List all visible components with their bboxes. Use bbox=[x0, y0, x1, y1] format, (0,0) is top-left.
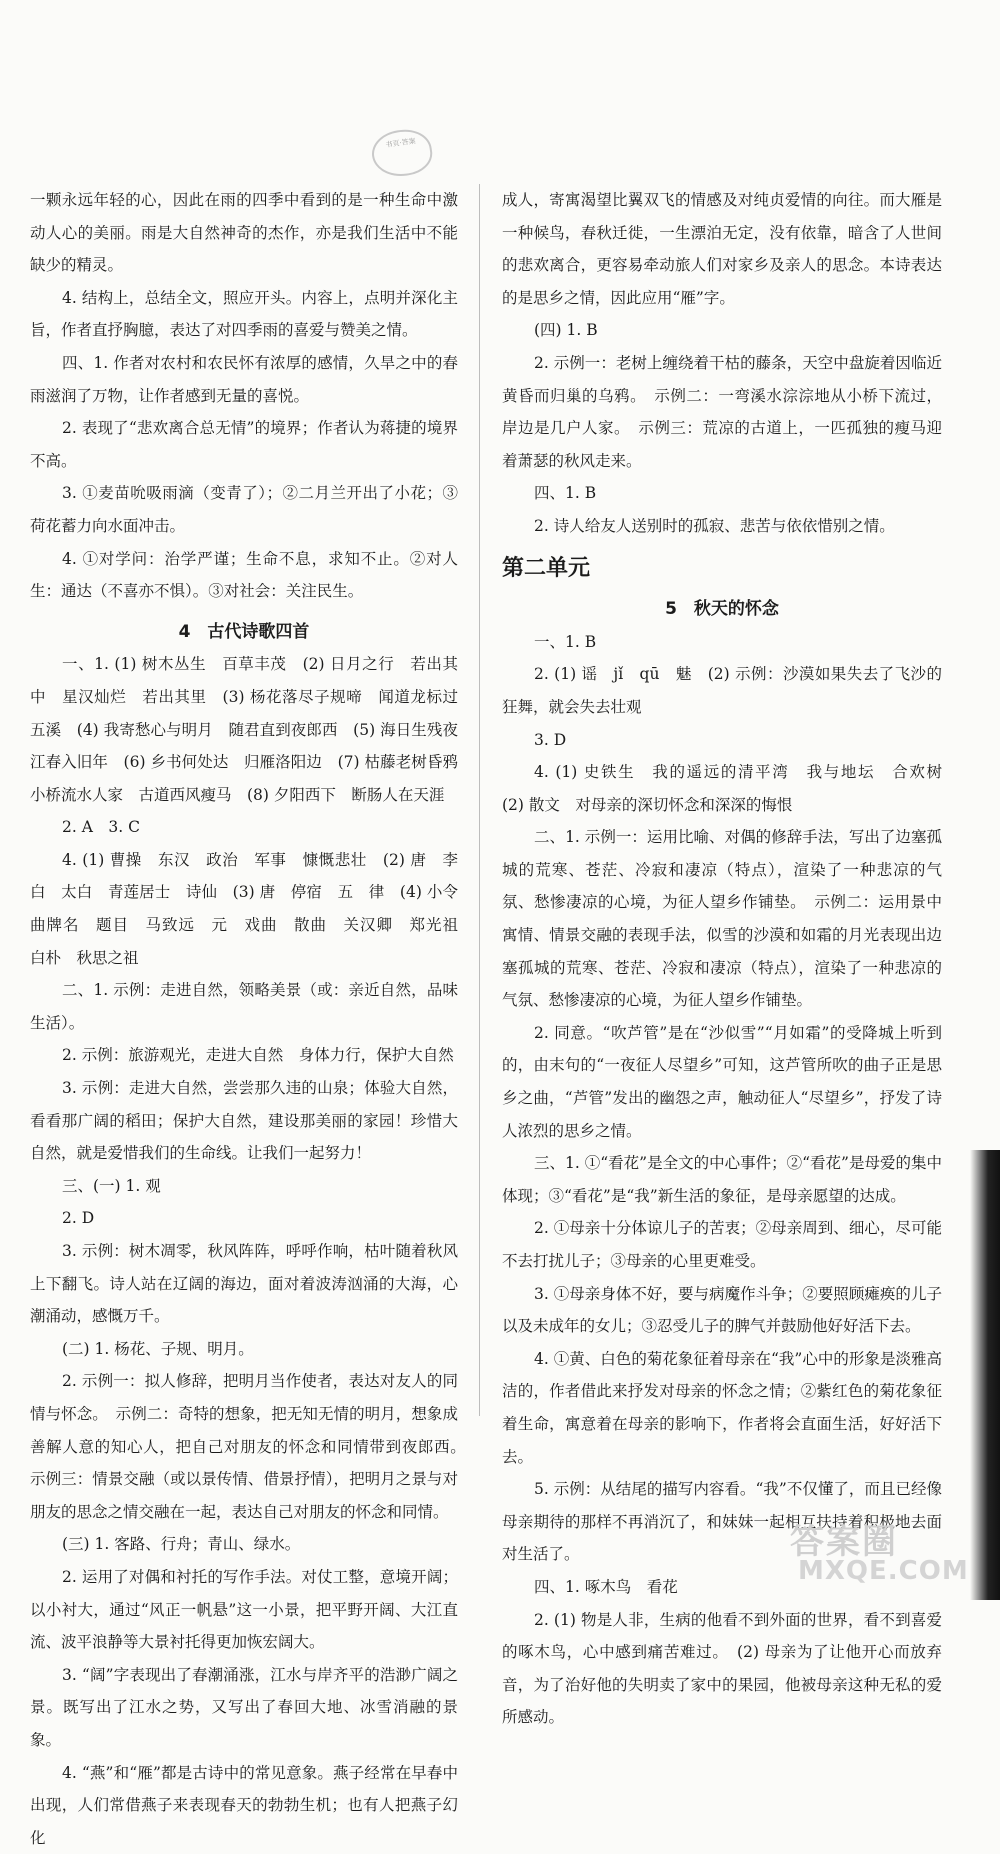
paragraph: 3. 示例：走进大自然，尝尝那久违的山泉；体验大自然，看看那广阔的稻田；保护大自然，建设那美丽的家园！珍惜大自然，就是爱惜我们的生命线。让我们一起努力！ bbox=[30, 1072, 458, 1170]
paragraph: 3. D bbox=[502, 724, 942, 757]
paragraph: 3. ①麦苗吮吸雨滴（变青了）；②二月兰开出了小花；③荷花蓄力向水面冲击。 bbox=[30, 477, 458, 542]
paragraph: 2. 运用了对偶和衬托的写作手法。对仗工整，意境开阔；以小衬大，通过“风正一帆悬”这一小景，把平野开阔、大江直流、波平浪静等大景衬托得更加恢宏阔大。 bbox=[30, 1561, 458, 1659]
paragraph: 2. 诗人给友人送别时的孤寂、悲苦与依依惜别之情。 bbox=[502, 510, 942, 543]
left-column bbox=[30, 184, 458, 1854]
paragraph: (二) 1. 杨花、子规、明月。 bbox=[30, 1333, 458, 1366]
paragraph: 一颗永远年轻的心，因此在雨的四季中看到的是一种生命中激动人心的美丽。雨是大自然神奇的杰作，亦是我们生活中不能缺少的精灵。 bbox=[30, 184, 458, 282]
paragraph: 三、1. ①“看花”是全文的中心事件；②“看花”是母爱的集中体现；③“看花”是“我”新生活的象征，是母亲愿望的达成。 bbox=[502, 1147, 942, 1212]
paragraph: 四、1. B bbox=[502, 477, 942, 510]
paragraph: 2. A 3. C bbox=[30, 811, 458, 844]
paragraph: 2. 示例一：拟人修辞，把明月当作使者，表达对友人的同情与怀念。 示例二：奇特的想象，把无知无情的明月，想象成善解人意的知心人，把自己对朋友的怀念和同情带到夜郎西。 示例三：情景交融（或以景传情、借景抒情），把明月之景与对朋友的思念之情交融在一起，表达自己对朋友的怀念和同情。 bbox=[30, 1365, 458, 1528]
watermark-text: 答案圈 bbox=[790, 1514, 898, 1563]
paragraph: 四、1. 啄木鸟 看花 bbox=[502, 1571, 942, 1604]
corner-stamp: 书页·答案 bbox=[369, 126, 435, 180]
paragraph: 四、1. 作者对农村和农民怀有浓厚的感情，久旱之中的春雨滋润了万物，让作者感到无量的喜悦。 bbox=[30, 347, 458, 412]
paragraph: (四) 1. B bbox=[502, 314, 942, 347]
paragraph: (三) 1. 客路、行舟；青山、绿水。 bbox=[30, 1528, 458, 1561]
paragraph: 成人，寄寓渴望比翼双飞的情感及对纯贞爱情的向往。而大雁是一种候鸟，春秋迁徙，一生漂泊无定，没有依靠，暗含了人世间的悲欢离合，更容易牵动旅人们对家乡及亲人的思念。本诗表达的是思乡之情，因此应用“雁”字。 bbox=[502, 184, 942, 314]
paragraph: 4. ①黄、白色的菊花象征着母亲在“我”心中的形象是淡雅高洁的，作者借此来抒发对母亲的怀念之情；②紫红色的菊花象征着生命，寓意着在母亲的影响下，作者将会直面生活，好好活下去。 bbox=[502, 1343, 942, 1473]
paragraph: 2. ①母亲十分体谅儿子的苦衷；②母亲周到、细心，尽可能不去打扰儿子；③母亲的心里更难受。 bbox=[502, 1212, 942, 1277]
section-title: 5 秋天的怀念 bbox=[502, 593, 942, 626]
paragraph: 2. 同意。“吹芦管”是在“沙似雪”“月如霜”的受降城上听到的，由末句的“一夜征人尽望乡”可知，这芦管所吹的曲子正是思乡之曲，“芦管”发出的幽怨之声，触动征人“尽望乡”，抒发了诗人浓烈的思乡之情。 bbox=[502, 1017, 942, 1147]
column-divider bbox=[479, 184, 480, 1416]
paragraph: 4. 结构上，总结全文，照应开头。内容上，点明并深化主旨，作者直抒胸臆，表达了对四季雨的喜爱与赞美之情。 bbox=[30, 282, 458, 347]
paragraph: 2. (1) 谣 jǐ qū 魅 (2) 示例：沙漠如果失去了飞沙的狂舞，就会失去壮观 bbox=[502, 658, 942, 723]
paragraph: 二、1. 示例：走进自然，领略美景（或：亲近自然，品味生活）。 bbox=[30, 974, 458, 1039]
paragraph: 5. 示例：从结尾的描写内容看。“我”不仅懂了，而且已经像母亲期待的那样不再消沉了，和妹妹一起相互扶持着积极地去面对生活了。 bbox=[502, 1473, 942, 1571]
watermark-logo bbox=[790, 1514, 990, 1584]
paragraph: 4. “燕”和“雁”都是古诗中的常见意象。燕子经常在早春中出现，人们常借燕子来表现春天的勃勃生机；也有人把燕子幻化 bbox=[30, 1757, 458, 1854]
paragraph: 3. “阔”字表现出了春潮涌涨，江水与岸齐平的浩渺广阔之景。既写出了江水之势，又写出了春回大地、冰雪消融的景象。 bbox=[30, 1659, 458, 1757]
paragraph: 2. (1) 物是人非，生病的他看不到外面的世界，看不到喜爱的啄木鸟，心中感到痛苦难过。 (2) 母亲为了让他开心而放弃音，为了治好他的失明卖了家中的果园，他被母亲这种无私的爱所感动。 bbox=[502, 1604, 942, 1734]
paragraph: 一、1. (1) 树木丛生 百草丰茂 (2) 日月之行 若出其中 星汉灿烂 若出其里 (3) 杨花落尽子规啼 闻道龙标过五溪 (4) 我寄愁心与明月 随君直到夜郎西 (5) 海日生残夜 江春入旧年 (6) 乡书何处达 归雁洛阳边 (7) 枯藤老树昏鸦 小桥流水人家 古道西风瘦马 (8) 夕阳西下 断肠人在天涯 bbox=[30, 648, 458, 811]
paragraph: 三、(一) 1. 观 bbox=[30, 1170, 458, 1203]
paragraph: 4. (1) 曹操 东汉 政治 军事 慷慨悲壮 (2) 唐 李白 太白 青莲居士 诗仙 (3) 唐 停宿 五 律 (4) 小令 曲牌名 题目 马致远 元 戏曲 散曲 关汉卿 郑光祖 白朴 秋思之祖 bbox=[30, 844, 458, 974]
paragraph: 一、1. B bbox=[502, 626, 942, 659]
section-title: 4 古代诗歌四首 bbox=[30, 616, 458, 649]
paragraph: 4. ①对学问：治学严谨；生命不息，求知不止。②对人生：通达（不喜亦不惧）。③对社会：关注民生。 bbox=[30, 543, 458, 608]
paragraph: 3. 示例：树木凋零，秋风阵阵，呼呼作响，枯叶随着秋风上下翻飞。诗人站在辽阔的海边，面对着波涛汹涌的大海，心潮涌动，感慨万千。 bbox=[30, 1235, 458, 1333]
right-column bbox=[502, 184, 942, 1734]
paragraph: 二、1. 示例一：运用比喻、对偶的修辞手法，写出了边塞孤城的荒寒、苍茫、冷寂和凄凉（特点），渲染了一种悲凉的气氛、愁惨凄凉的心境，为征人望乡作铺垫。 示例二：运用景中寓情、情景交融的表现手法，似雪的沙漠和如霜的月光表现出边塞孤城的荒寒、苍茫、冷寂和凄凉（特点），渲染了一种悲凉的气氛、愁惨凄凉的心境，为征人望乡作铺垫。 bbox=[502, 821, 942, 1017]
unit-title: 第二单元 bbox=[502, 553, 942, 586]
paragraph: 4. (1) 史铁生 我的遥远的清平湾 我与地坛 合欢树 (2) 散文 对母亲的深切怀念和深深的悔恨 bbox=[502, 756, 942, 821]
watermark-url: MXQE.COM bbox=[798, 1556, 969, 1586]
paragraph: 2. 表现了“悲欢离合总无情”的境界；作者认为蒋捷的境界不高。 bbox=[30, 412, 458, 477]
paragraph: 2. 示例：旅游观光，走进大自然 身体力行，保护大自然 bbox=[30, 1039, 458, 1072]
paragraph: 3. ①母亲身体不好，要与病魔作斗争；②要照顾瘫痪的儿子以及未成年的女儿；③忍受儿子的脾气并鼓励他好好活下去。 bbox=[502, 1278, 942, 1343]
paragraph: 2. D bbox=[30, 1202, 458, 1235]
paragraph: 2. 示例一：老树上缠绕着干枯的藤条，天空中盘旋着因临近黄昏而归巢的乌鸦。 示例二：一弯溪水淙淙地从小桥下流过，岸边是几户人家。 示例三：荒凉的古道上，一匹孤独的瘦马迎着萧瑟的秋风走来。 bbox=[502, 347, 942, 477]
